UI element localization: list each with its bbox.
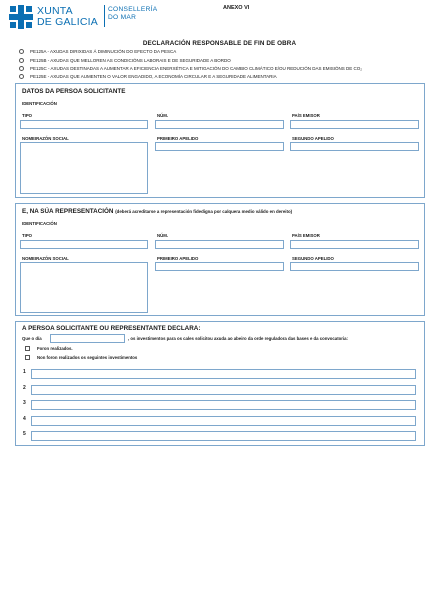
surname2-label: SEGUNDO APELIDO xyxy=(292,256,334,261)
investment-field-3[interactable] xyxy=(31,400,416,410)
item-number: 3 xyxy=(23,400,26,406)
tipo-label: TIPO xyxy=(22,113,33,118)
item-number: 5 xyxy=(23,431,26,437)
applicant-num-field[interactable] xyxy=(155,120,284,129)
procedure-option[interactable] xyxy=(19,74,277,79)
name-label: NOMEIRAZÓN SOCIAL xyxy=(22,256,69,261)
applicant-section-title: DATOS DA PERSOA SOLICITANTE xyxy=(22,88,126,95)
representative-note: (deberá acreditarse a representación fidedigna por calquera medio válido en dereito) xyxy=(115,209,293,214)
checkbox[interactable] xyxy=(25,346,30,351)
date-suffix-label: , os investimentos para os cales solicitou axuda ao abeiro da orde reguladora das bases e da convocatoria: xyxy=(128,336,348,341)
identification-label: IDENTIFICACIÓN xyxy=(22,221,57,226)
applicant-pais-field[interactable] xyxy=(290,120,419,129)
radio-button[interactable] xyxy=(19,66,24,71)
declaration-section-title: A PERSOA SOLICITANTE OU REPRESENTANTE DECLARA: xyxy=(22,325,201,332)
option-not-done[interactable] xyxy=(25,355,137,360)
representative-section-title xyxy=(22,208,292,215)
option-not-done-label: Non foron realizados os seguintes investimentos xyxy=(37,355,138,360)
representative-surname1-field[interactable] xyxy=(155,262,284,271)
identification-label: IDENTIFICACIÓN xyxy=(22,101,57,106)
logo-line2: DE GALICIA xyxy=(37,16,98,28)
document-title: DECLARACIÓN RESPONSABLE DE FIN DE OBRA xyxy=(142,40,297,47)
investment-field-5[interactable] xyxy=(31,431,416,441)
xunta-cross-logo-icon xyxy=(8,5,34,29)
procedure-option-label: PE125A - AXUDAS DIRIXIDAS Á DIMINUCIÓN DO EFECTO DA PESCA xyxy=(30,49,177,54)
name-label: NOMEIRAZÓN SOCIAL xyxy=(22,136,69,141)
applicant-surname1-field[interactable] xyxy=(155,142,284,151)
procedure-option[interactable] xyxy=(19,49,176,54)
representative-pais-field[interactable] xyxy=(290,240,419,249)
tipo-label: TIPO xyxy=(22,233,33,238)
procedure-option[interactable] xyxy=(19,66,362,71)
option-done[interactable] xyxy=(25,346,73,351)
logo-divider xyxy=(104,5,105,27)
item-number: 2 xyxy=(23,385,26,391)
surname2-label: SEGUNDO APELIDO xyxy=(292,136,334,141)
num-label: NÚM. xyxy=(157,233,168,238)
checkbox[interactable] xyxy=(25,355,30,360)
procedure-option-label: PE125B - AXUDAS QUE MELLOREN AS CONDICIÓNS LABORAIS E DE SEGURIDADE A BORDO xyxy=(30,58,231,63)
procedure-option-label: PE125E - AXUDAS QUE AUMENTEN O VALOR ENGADIDO, A ECONOMÍA CIRCULAR E A SEGURIDADE ALIMENTARIA xyxy=(30,74,277,79)
procedure-option-label: PE125C - AXUDAS DESTINADAS A AUMENTAR A EFICIENCIA ENERXÉTICA E MITIGACIÓN DO CAMBIO CLIMÁTICO E/OU REDUCIÓN DAS EMISIÓNS DE CO₂ xyxy=(30,66,362,71)
department-line2: DO MAR xyxy=(108,14,137,21)
applicant-tipo-field[interactable] xyxy=(20,120,148,129)
applicant-name-field[interactable] xyxy=(20,142,148,194)
representative-surname2-field[interactable] xyxy=(290,262,419,271)
radio-button[interactable] xyxy=(19,74,24,79)
pais-label: PAÍS EMISOR xyxy=(292,113,320,118)
applicant-surname2-field[interactable] xyxy=(290,142,419,151)
department-line1: CONSELLERÍA xyxy=(108,6,158,13)
radio-button[interactable] xyxy=(19,49,24,54)
logo-line1: XUNTA xyxy=(37,5,73,17)
investment-field-1[interactable] xyxy=(31,369,416,379)
investment-field-4[interactable] xyxy=(31,416,416,426)
num-label: NÚM. xyxy=(157,113,168,118)
procedure-option[interactable] xyxy=(19,58,231,63)
declaration-date-field[interactable] xyxy=(50,334,125,343)
annex-label: ANEXO VI xyxy=(223,5,250,11)
item-number: 4 xyxy=(23,416,26,422)
representative-tipo-field[interactable] xyxy=(20,240,148,249)
surname1-label: PRIMEIRO APELIDO xyxy=(157,136,199,141)
surname1-label: PRIMEIRO APELIDO xyxy=(157,256,199,261)
representative-num-field[interactable] xyxy=(155,240,284,249)
date-prefix-label: Que o día xyxy=(22,336,42,341)
radio-button[interactable] xyxy=(19,58,24,63)
option-done-label: Foron realizados. xyxy=(37,346,73,351)
item-number: 1 xyxy=(23,369,26,375)
investment-field-2[interactable] xyxy=(31,385,416,395)
representative-title: E, NA SÚA REPRESENTACIÓN xyxy=(22,208,114,215)
pais-label: PAÍS EMISOR xyxy=(292,233,320,238)
representative-name-field[interactable] xyxy=(20,262,148,313)
